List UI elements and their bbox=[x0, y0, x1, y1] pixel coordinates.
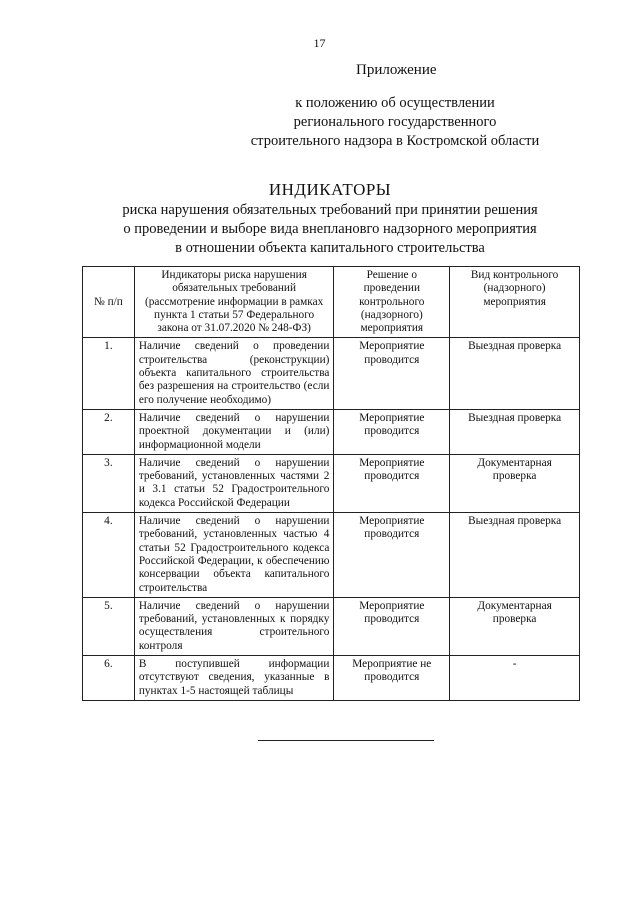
row-type: Выездная проверка bbox=[450, 338, 580, 409]
header-type: Вид контрольного (надзорного) мероприятия bbox=[450, 267, 580, 338]
document-subtitle-line: в отношении объекта капитального строительства bbox=[175, 240, 485, 256]
page-number: 17 bbox=[313, 36, 326, 50]
row-number: 2. bbox=[83, 409, 135, 454]
row-indicator: Наличие сведений о нарушении требований, установленных частями 2 и 3.1 статьи 52 Градостроительного кодекса Российской Федерации bbox=[134, 454, 334, 512]
header-num: № п/п bbox=[83, 267, 135, 338]
document-title: ИНДИКАТОРЫ bbox=[268, 180, 392, 199]
row-type: Документарная проверка bbox=[450, 597, 580, 655]
row-decision: Мероприятие проводится bbox=[334, 513, 450, 598]
header-decision: Решение о проведении контрольного (надзорного) мероприятия bbox=[334, 267, 450, 338]
row-indicator: Наличие сведений о нарушении требований, установленных к порядку осуществления строительного контроля bbox=[134, 597, 334, 655]
indicators-table bbox=[82, 266, 580, 701]
row-decision: Мероприятие проводится bbox=[334, 338, 450, 409]
appendix-description-line: к положению об осуществлении bbox=[295, 95, 495, 111]
row-indicator: Наличие сведений о проведении строительства (реконструкции) объекта капитального строительства без разрешения на строительство (если его получение необходимо) bbox=[134, 338, 334, 409]
row-type: - bbox=[450, 656, 580, 701]
row-decision: Мероприятие не проводится bbox=[334, 656, 450, 701]
table-row bbox=[83, 656, 580, 701]
row-type: Выездная проверка bbox=[450, 409, 580, 454]
row-type: Выездная проверка bbox=[450, 513, 580, 598]
row-decision: Мероприятие проводится bbox=[334, 597, 450, 655]
row-number: 1. bbox=[83, 338, 135, 409]
document-subtitle-line: риска нарушения обязательных требований при принятии решения bbox=[122, 202, 538, 218]
appendix-description-line: строительного надзора в Костромской области bbox=[250, 133, 540, 149]
appendix-title: Приложение bbox=[356, 62, 437, 78]
appendix-description bbox=[200, 94, 590, 151]
row-number: 6. bbox=[83, 656, 135, 701]
row-decision: Мероприятие проводится bbox=[334, 454, 450, 512]
table-header-row bbox=[83, 267, 580, 338]
row-indicator: Наличие сведений о нарушении требований, установленных частью 4 статьи 52 Градостроительного кодекса Российской Федерации, к обеспечению консервации объекта капитального строительства bbox=[134, 513, 334, 598]
row-type: Документарная проверка bbox=[450, 454, 580, 512]
table-row bbox=[83, 597, 580, 655]
document-subtitle bbox=[80, 201, 580, 258]
header-indicator: Индикаторы риска нарушения обязательных требований (рассмотрение информации в рамках пункта 1 статьи 57 Федерального закона от 31.07.2020 № 248-ФЗ) bbox=[134, 267, 334, 338]
table-row bbox=[83, 338, 580, 409]
document-subtitle-line: о проведении и выборе вида внеплановго надзорного мероприятия bbox=[123, 221, 537, 237]
table-row bbox=[83, 454, 580, 512]
table-row bbox=[83, 409, 580, 454]
appendix-description-line: регионального государственного bbox=[293, 114, 497, 130]
table-row bbox=[83, 513, 580, 598]
row-decision: Мероприятие проводится bbox=[334, 409, 450, 454]
row-number: 3. bbox=[83, 454, 135, 512]
footer-divider bbox=[258, 740, 434, 741]
row-indicator: Наличие сведений о нарушении проектной документации и (или) информационной модели bbox=[134, 409, 334, 454]
row-number: 5. bbox=[83, 597, 135, 655]
row-indicator: В поступившей информации отсутствуют сведения, указанные в пунктах 1-5 настоящей таблицы bbox=[134, 656, 334, 701]
row-number: 4. bbox=[83, 513, 135, 598]
